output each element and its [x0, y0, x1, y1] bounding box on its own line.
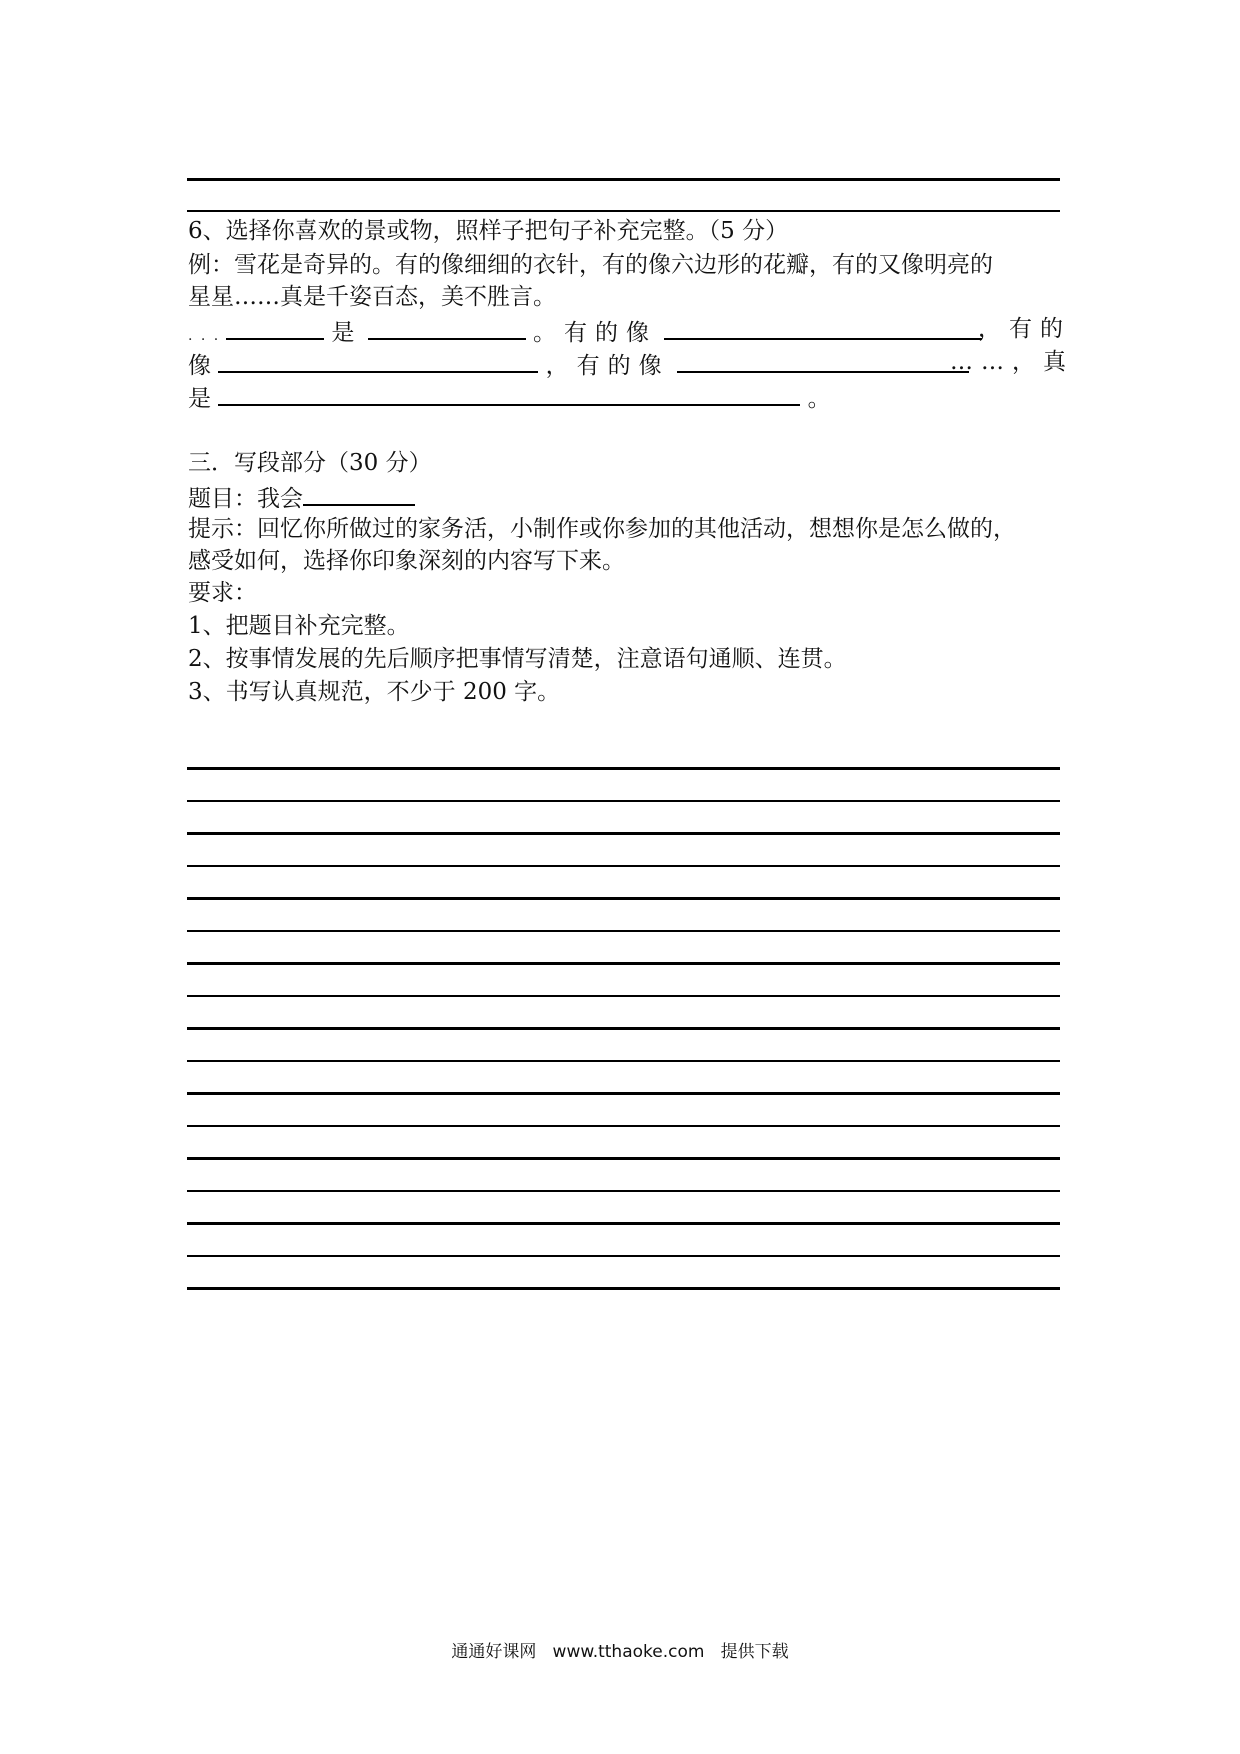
blank-topic[interactable]: [303, 480, 415, 506]
writing-line[interactable]: [187, 832, 1060, 835]
writing-line[interactable]: [187, 1255, 1060, 1257]
footer: [0, 1637, 1240, 1662]
writing-line[interactable]: [187, 767, 1060, 770]
writing-line[interactable]: [187, 897, 1060, 900]
requirements-label: 要求：: [188, 580, 257, 606]
writing-line[interactable]: [187, 995, 1060, 997]
blank-subject[interactable]: [226, 314, 324, 340]
q6-fill-row3: [188, 380, 831, 414]
fill-youdexiang-text: 。有的像: [532, 320, 657, 346]
topic-label: 题目：我会: [188, 486, 303, 512]
writing-line[interactable]: [187, 930, 1060, 932]
blank-conclusion[interactable]: [218, 380, 800, 406]
q6-example-line1: 例：雪花是奇异的。有的像细细的衣针，有的像六边形的花瓣，有的又像明亮的: [188, 252, 993, 278]
q6-fill-row2: [188, 347, 969, 381]
answer-line: [187, 210, 1060, 212]
requirement-item: 3、书写认真规范，不少于 200 字。: [188, 679, 561, 705]
writing-line[interactable]: [187, 800, 1060, 802]
q6-example-line2: 星星……真是千姿百态，美不胜言。: [188, 284, 556, 310]
blank-like2[interactable]: [218, 347, 538, 373]
writing-line[interactable]: [187, 865, 1060, 867]
writing-line[interactable]: [187, 1287, 1060, 1290]
blank-adjective[interactable]: [368, 314, 526, 340]
blank-like3[interactable]: [677, 347, 969, 373]
footer-site-name: 通通好课网: [451, 1642, 537, 1662]
writing-line[interactable]: [187, 1060, 1060, 1062]
fill-ellipsis-text: ……，真: [950, 349, 1074, 375]
writing-line[interactable]: [187, 1125, 1060, 1127]
writing-line[interactable]: [187, 1190, 1060, 1192]
fill-xiang-text: 像: [188, 353, 211, 379]
fill-youdexiang2-text: ，有的像: [545, 353, 670, 379]
fill-shi-text: 是: [188, 386, 211, 412]
writing-line[interactable]: [187, 1222, 1060, 1225]
fill-end-text: 。: [807, 386, 831, 412]
writing-line[interactable]: [187, 1092, 1060, 1095]
hint-line2: 感受如何，选择你印象深刻的内容写下来。: [188, 548, 625, 574]
dotted-marker: . . .: [188, 328, 221, 344]
q6-fill-row1: [226, 314, 982, 348]
writing-line[interactable]: [187, 1157, 1060, 1160]
footer-suffix: 提供下载: [720, 1642, 789, 1662]
blank-like1[interactable]: [664, 314, 982, 340]
q6-title: 6、选择你喜欢的景或物，照样子把句子补充完整。（5 分）: [188, 218, 789, 244]
requirement-item: 2、按事情发展的先后顺序把事情写清楚，注意语句通顺、连贯。: [188, 646, 847, 672]
fill-is-text: 是: [331, 320, 355, 346]
writing-line[interactable]: [187, 1027, 1060, 1030]
section3-heading: 三．写段部分（30 分）: [188, 450, 432, 476]
hint-line1: 提示：回忆你所做过的家务活，小制作或你参加的其他活动，想想你是怎么做的，: [188, 516, 1016, 542]
answer-line: [187, 178, 1060, 181]
writing-line[interactable]: [187, 962, 1060, 965]
fill-youde-text: ，有的: [978, 316, 1071, 342]
footer-url[interactable]: www.tthaoke.com: [552, 1642, 705, 1662]
topic-row: [188, 480, 415, 514]
requirement-item: 1、把题目补充完整。: [188, 613, 410, 639]
